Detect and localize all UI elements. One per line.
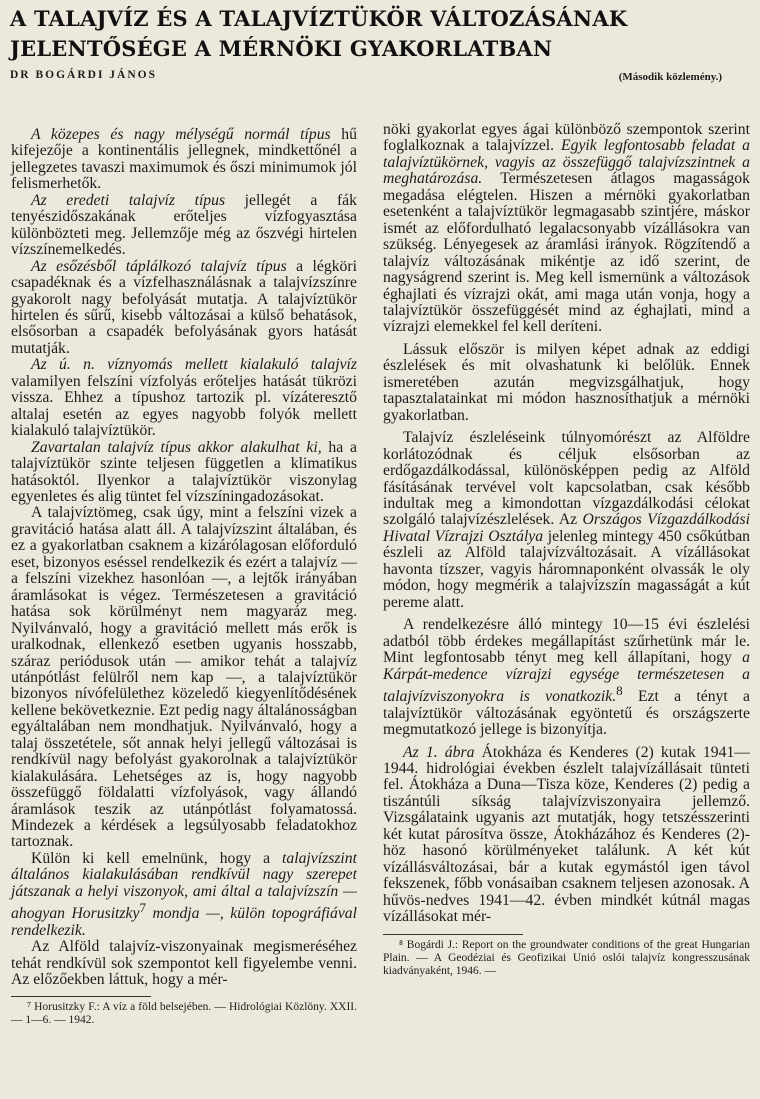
- text: Ezt a tényt a talajvíztükör változásának egyöntetű és országszerte megmutatkozó jellege is bizonyítja.: [383, 688, 750, 739]
- text: jelenleg mintegy 450 csőkútban észleli az Alföld talajvízváltozásait. A vízállásokat havonta tízszer, vagyis háromnaponként olvassák le oly módon, hogy megmérik a talajvízszín magasságát a kút pereme alatt.: [383, 527, 750, 611]
- emphasis: talajvízszint általános kialakulásában rendkívül nagy szerepet játszanak a helyi viszonyok, ami által a talajvízszín — ahogyan Horusitzky: [11, 849, 357, 923]
- right-column: [383, 122, 750, 978]
- emphasis: Országos Vízgazdálkodási Hivatal Vízrajzi Osztálya: [383, 511, 750, 545]
- emphasis: Az esőzésből táplálkozó talajvíz típus: [31, 257, 287, 275]
- text: hű kifejezője a kontinentális jellegnek, mindkettőnél a jellegzetes tavaszi maximumok és őszi minimumok jól felismerhetők.: [11, 126, 357, 193]
- emphasis: mondja —, külön topográfiával rendelkezik.: [11, 905, 357, 939]
- article-title: [10, 4, 750, 64]
- footnote-ref: 8: [616, 682, 623, 698]
- text: a légköri csapadéknak és a vízfelhasználásnak a talajvízszínre gyakorolt nagy befolyását mutatja. A talajvíztükör hirtelen és sűrű, kisebb változásai a külső behatások, elsősorban a csapadék befolyásának gyors hatását mutatják.: [11, 257, 357, 357]
- text: Külön ki kell emelnünk, hogy a: [31, 849, 283, 867]
- text: Átokháza és Kenderes (2) kutak 1941—1944. hidrológiai években észlelt talajvízállásait tünteti fel. Átokháza a Duna—Tisza köze, Kenderes (2) pedig a tiszántúli síkság talajvízviszonyaira jellemző. Vizsgálataink ugyanis azt mutatják, hogy tetszésszerinti két kutat párosítva össze, Átokházához és Kenderes (2)-höz hasonó körülményeket találunk. A két kút vízállásváltozásai, bár a kutak egymástól igen távol fekszenek, főbb vonásaiban csaknem teljesen azonosak. A hűvös-nedves 1941—42. évben mindkét kútnál magas vízállásokat mér-: [383, 743, 750, 926]
- part-note: (Második közlemény.): [618, 71, 722, 83]
- footnote: ⁷ Horusitzky F.: A víz a föld belsejében. — Hidrológiai Közlöny. XXII. — 1—6. — 1942.: [11, 1000, 357, 1026]
- emphasis: Egyik legfontosabb feladat a talajvíztükörnek, vagyis az összefüggő talajvízszintnek a meghatározása.: [383, 137, 750, 188]
- emphasis: Az eredeti talajvíz típus: [31, 191, 226, 209]
- paragraph: [383, 430, 750, 611]
- emphasis: a Kárpát-medence vízrajzi egysége természetesen a talajvízviszonyokra is vonatkozik.: [383, 649, 750, 706]
- paragraph: [11, 259, 357, 358]
- paragraph: [383, 122, 750, 336]
- paragraph: [11, 193, 357, 259]
- paragraph: [383, 745, 750, 926]
- paragraph: [11, 851, 357, 940]
- title-line-1: A TALAJVÍZ ÉS A TALAJVÍZTÜKÖR VÁLTOZÁSÁNAK: [10, 6, 628, 31]
- paragraph: Lássuk először is milyen képet adnak az eddigi észlelések és mit olvashatunk ki belőlük. Ennek ismeretében azután megvizsgálhatjuk, hogy tapasztalatainkat mi módon hasznosíthatjuk a mérnöki gyakorlatban.: [383, 340, 750, 424]
- emphasis: Az ú. n. víznyomás mellett kialakuló talajvíz: [31, 356, 357, 374]
- text: ha a talajvíztükör szinte teljesen független a klimatikus hatásoktól. Ilyenkor a talajvíztükör viszonylag egyenletes és alig tüntet fel vízszíningadozásokat.: [11, 438, 357, 505]
- text: Természetesen átlagos magasságok megadása elégtelen. Hiszen a mérnöki gyakorlatban esetenként a talajvíztükör legmagasabb szintjére, máskor ismét az előfordulható legalacsonyabb vízállásokra van szükség. Lényegesek az áramlási irányok. Rögzítendő a talajvíz változásának mikéntje az idő szerint, de nagyságrend szerint is. Meg kell ismernünk a változások éghajlati és vízrajzi okát, ami maga után vonja, hogy a talajvíztükör összefüggését mind az éghajlati, mind a vízrajzi elemekkel fel kell deríteni.: [383, 170, 750, 336]
- text: A rendelkezésre álló mintegy 10—15 évi észlelési adatból több érdekes megállapítást szűrhetünk már le. Mint legfontosabb tényt meg kell állapítani, hogy: [383, 616, 750, 667]
- paragraph: Az Alföld talajvíz-viszonyainak megismeréséhez tehát rendkívül sok szempontot kell figyelembe venni. Az előzőekben láttuk, hogy a mér-: [11, 938, 357, 989]
- author-byline: DR BOGÁRDI JÁNOS: [10, 69, 158, 81]
- paragraph: [11, 357, 357, 439]
- text: jellegét a fák tenyészidőszakának erőteljes vízfogyasztása különbözteti meg. Jellemzője még az őszvégi hirtelen vízszínemelkedés.: [11, 191, 357, 259]
- emphasis: Zavartalan talajvíz típus akkor alakulhat ki,: [31, 438, 322, 456]
- paragraph: [11, 440, 357, 506]
- emphasis: Az 1. ábra: [403, 743, 475, 761]
- emphasis: A közepes és nagy mélységű normál típus: [31, 126, 331, 143]
- text: valamilyen felszíni vízfolyás erőteljes hatását tükrözi vissza. Ehhez a típushoz tartozik pl. vízáteresztő altalaj esetén az egyes nagyobb folyók mellett kialakuló talajvíztükör.: [11, 372, 357, 440]
- text: nöki gyakorlat egyes ágai különböző szempontok szerint foglalkoznak a talajvízzel.: [383, 121, 750, 155]
- paragraph: A talajvíztömeg, csak úgy, mint a felszíni vizek a gravitáció hatása alatt áll. A talajvízszint általában, és ez a gyakorlatban csaknem a kizárólagosan előforduló eset, bizonyos eséssel rendelkezik és ezért a talajvíz — a felszíni vizekhez hasonlóan —, a lejtők irányában áramlásokat is végez. Természetesen a gravitáció hatása sok körülményt nem magyaráz meg. Nyilvánvaló, hogy a gravitáció mellett más erők is uralkodnak, ellenkező esetben ugyanis hosszabb, száraz periódusok után — amikor tehát a talajvíz utánpótlást felülről nem kap —, a talajvíztükör bizonyos nívófelülethez közeledő kiegyenlítődésének kellene bekövetkeznie. Ezt pedig nagy általánosságban egyáltalában nem mondhatjuk. Nyilvánvaló, hogy a talaj összetétele, sőt annak helyi jellegű változásai is rendkívül nagy befolyást gyakorolnak a talajvíztükör kialakulására. Lehetséges az is, hogy nagyobb összefüggő földalatti vízfolyások, vagy állandó áramlások teszik az utánpótlást folyamatossá. Mindezek a kérdések a legsúlyosabb feladatokhoz tartoznak.: [11, 504, 357, 851]
- footnote-ref: 7: [139, 900, 146, 916]
- footnote: ⁸ Bogárdi J.: Report on the groundwater conditions of the great Hungarian Plain. — A Geodéziai és Geofizikai Unió oslói talajvíz kongresszusának kiadványaként, 1946. —: [383, 938, 750, 977]
- paragraph: [383, 617, 750, 738]
- title-line-2: JELENTŐSÉGE A MÉRNÖKI GYAKORLATBAN: [10, 36, 553, 61]
- footnote-divider: [11, 996, 151, 997]
- footnote-divider: [383, 934, 523, 935]
- text: Talajvíz észleléseink túlnyomórészt az Alföldre korlátozódnak és céljuk elsősorban az erdőgazdálkodással, különösképpen pedig az Alföld fásításának tervével volt kapcsolatban, csak később indultak meg a kimondottan vízgazdálkodási célokat szolgáló talajvízészlelések. Az: [383, 429, 750, 529]
- paragraph: [11, 127, 357, 193]
- left-column: [11, 127, 357, 1027]
